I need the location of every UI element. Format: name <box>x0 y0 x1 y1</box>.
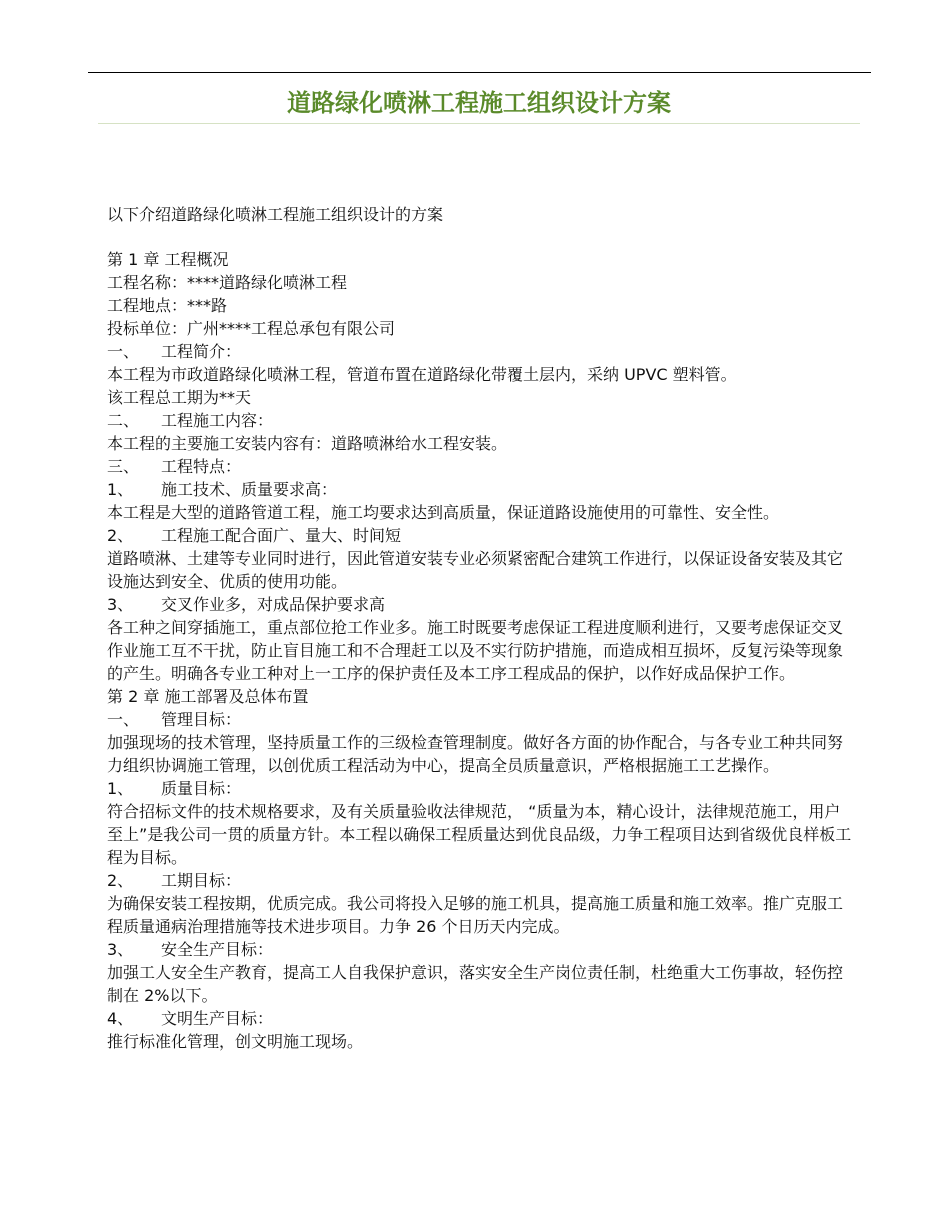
numbered-heading <box>107 777 852 800</box>
body-paragraph <box>107 501 852 524</box>
line-text: 符合招标文件的技术规格要求，及有关质量验收法律规范， “质量为本，精心设计，法律规范施工，用户至上”是我公司一贯的质量方针。本工程以确保工程质量达到优良品级，力争工程项目达到省级优良样板工程为目标。 <box>107 802 852 867</box>
item-number: 一、 <box>107 710 140 729</box>
body-paragraph <box>107 616 852 685</box>
numbered-heading <box>107 455 852 478</box>
body-paragraph <box>107 800 852 869</box>
body-paragraph <box>107 731 852 777</box>
line-text: 工程施工配合面广、量大、时间短 <box>161 526 402 545</box>
numbered-heading <box>107 869 852 892</box>
body-paragraph <box>107 248 852 271</box>
line-text: 本工程的主要施工安装内容有：道路喷淋给水工程安装。 <box>107 434 508 453</box>
numbered-heading <box>107 340 852 363</box>
numbered-heading <box>107 478 852 501</box>
line-text: 投标单位：广州****工程总承包有限公司 <box>107 319 396 338</box>
body-paragraph <box>107 892 852 938</box>
document-body <box>107 203 852 1053</box>
numbered-heading <box>107 524 852 547</box>
line-text: 该工程总工期为**天 <box>107 388 252 407</box>
line-text: 质量目标： <box>161 779 242 798</box>
line-text: 安全生产目标： <box>161 940 274 959</box>
numbered-heading <box>107 593 852 616</box>
line-text: 各工种之间穿插施工，重点部位抢工作业多。施工时既要考虑保证工程进度顺利进行，又要考虑保证交叉作业施工互不干扰，防止盲目施工和不合理赶工以及不实行防护措施，而造成相互损坏，反复污染等现象的产生。明确各专业工种对上一工序的保护责任及本工序工程成品的保护，以作好成品保护工作。 <box>107 618 844 683</box>
line-text: 工期目标： <box>161 871 242 890</box>
body-paragraph <box>107 386 852 409</box>
item-number: 4、 <box>107 1009 134 1028</box>
body-paragraph <box>107 294 852 317</box>
line-text: 道路喷淋、土建等专业同时进行，因此管道安装专业必须紧密配合建筑工作进行，以保证设备安装及其它设施达到安全、优质的使用功能。 <box>107 549 844 591</box>
line-text: 加强工人安全生产教育，提高工人自我保护意识，落实安全生产岗位责任制，杜绝重大工伤事故，轻伤控制在 2%以下。 <box>107 963 844 1005</box>
line-text: 工程简介： <box>161 342 242 361</box>
line-text: 推行标准化管理，创文明施工现场。 <box>107 1032 364 1051</box>
item-number: 三、 <box>107 457 140 476</box>
line-text: 交叉作业多，对成品保护要求高 <box>161 595 386 614</box>
document-title: 道路绿化喷淋工程施工组织设计方案 <box>287 88 671 117</box>
line-text: 第 1 章 工程概况 <box>107 250 229 269</box>
numbered-heading <box>107 938 852 961</box>
body-paragraph <box>107 1030 852 1053</box>
line-text: 施工技术、质量要求高： <box>161 480 338 499</box>
body-paragraph <box>107 432 852 455</box>
body-paragraph <box>107 961 852 1007</box>
line-text: 管理目标： <box>161 710 242 729</box>
item-number: 1、 <box>107 779 134 798</box>
line-text: 加强现场的技术管理，坚持质量工作的三级检查管理制度。做好各方面的协作配合，与各专业工种共同努力组织协调施工管理，以创优质工程活动为中心，提高全员质量意识，严格根据施工工艺操作。 <box>107 733 844 775</box>
line-text: 工程特点： <box>161 457 242 476</box>
title-underline <box>98 123 860 124</box>
body-paragraph <box>107 685 852 708</box>
body-paragraph <box>107 363 852 386</box>
item-number: 2、 <box>107 871 134 890</box>
line-text: 工程施工内容： <box>161 411 274 430</box>
line-text: 第 2 章 施工部署及总体布置 <box>107 687 309 706</box>
item-number: 3、 <box>107 595 134 614</box>
line-text: 工程地点：***路 <box>107 296 228 315</box>
numbered-heading <box>107 409 852 432</box>
numbered-heading <box>107 1007 852 1030</box>
item-number: 3、 <box>107 940 134 959</box>
body-lines <box>107 248 852 1053</box>
header-rule <box>88 72 871 73</box>
line-text: 本工程是大型的道路管道工程，施工均要求达到高质量，保证道路设施使用的可靠性、安全性。 <box>107 503 780 522</box>
line-text: 为确保安装工程按期，优质完成。我公司将投入足够的施工机具，提高施工质量和施工效率。推广克服工程质量通病治理措施等技术进步项目。力争 26 个日历天内完成。 <box>107 894 844 936</box>
item-number: 二、 <box>107 411 140 430</box>
item-number: 1、 <box>107 480 134 499</box>
line-text: 工程名称：****道路绿化喷淋工程 <box>107 273 348 292</box>
intro-paragraph: 以下介绍道路绿化喷淋工程施工组织设计的方案 <box>107 205 444 224</box>
body-paragraph <box>107 271 852 294</box>
numbered-heading <box>107 708 852 731</box>
line-text: 文明生产目标： <box>161 1009 274 1028</box>
item-number: 一、 <box>107 342 140 361</box>
body-paragraph <box>107 547 852 593</box>
item-number: 2、 <box>107 526 134 545</box>
body-paragraph <box>107 317 852 340</box>
line-text: 本工程为市政道路绿化喷淋工程，管道布置在道路绿化带覆土层内，采纳 UPVC 塑料管。 <box>107 365 737 384</box>
